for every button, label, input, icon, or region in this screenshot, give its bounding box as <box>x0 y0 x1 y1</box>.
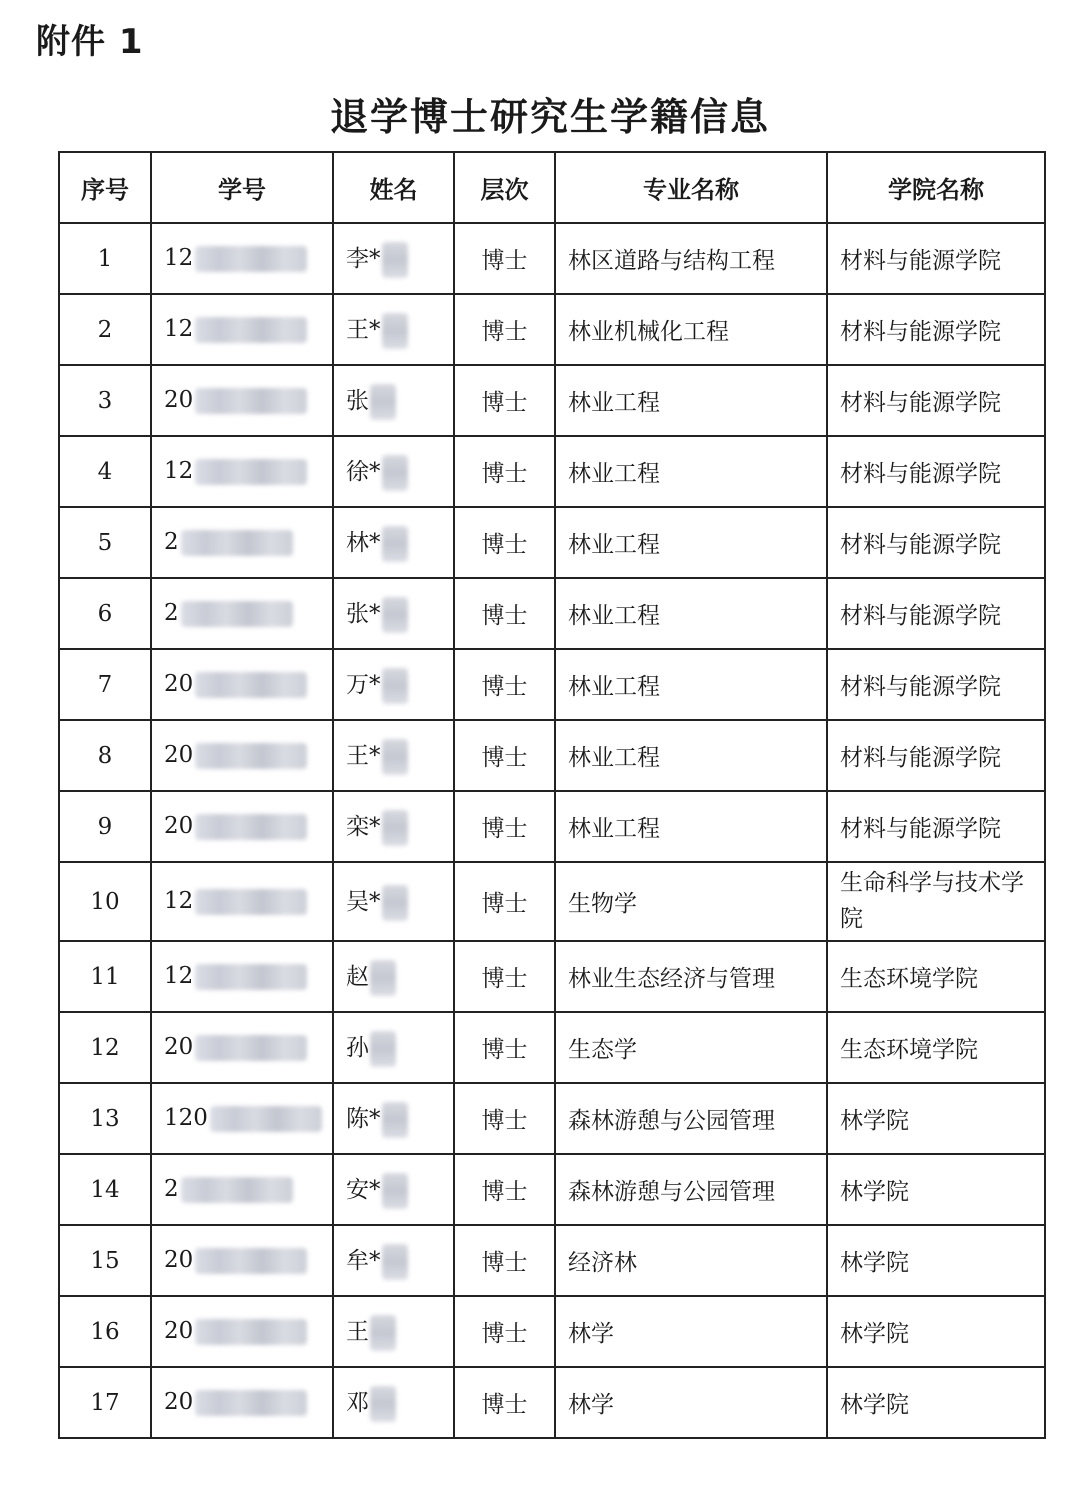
redaction-blur <box>210 1106 322 1132</box>
student-id-prefix: 20 <box>164 1389 194 1415</box>
student-name-cell <box>333 791 454 862</box>
degree-level: 博士 <box>454 1296 555 1367</box>
student-name-cell <box>333 436 454 507</box>
college-name: 材料与能源学院 <box>827 223 1045 294</box>
degree-level: 博士 <box>454 223 555 294</box>
major-name: 林业生态经济与管理 <box>555 941 827 1012</box>
redaction-blur <box>382 313 408 349</box>
major-name: 生态学 <box>555 1012 827 1083</box>
student-id-cell <box>151 1367 333 1438</box>
row-number: 13 <box>59 1083 151 1154</box>
student-roster-table <box>58 151 1046 1439</box>
redaction-blur <box>181 1177 293 1203</box>
degree-level: 博士 <box>454 720 555 791</box>
row-number: 5 <box>59 507 151 578</box>
college-name: 林学院 <box>827 1154 1045 1225</box>
student-name: 安* <box>346 1176 381 1203</box>
student-name: 张* <box>346 600 381 627</box>
student-id-cell <box>151 649 333 720</box>
table-row <box>59 507 1045 578</box>
table-row <box>59 436 1045 507</box>
redaction-blur <box>382 1102 408 1138</box>
college-name: 生命科学与技术学院 <box>827 862 1045 941</box>
redaction-blur <box>195 317 307 343</box>
row-number: 15 <box>59 1225 151 1296</box>
redaction-blur <box>195 388 307 414</box>
student-name: 王 <box>346 1318 369 1345</box>
redaction-blur <box>382 242 408 278</box>
student-name-cell <box>333 649 454 720</box>
college-name: 材料与能源学院 <box>827 791 1045 862</box>
degree-level: 博士 <box>454 862 555 941</box>
student-id-prefix: 20 <box>164 1034 194 1060</box>
student-id-prefix: 12 <box>164 888 194 914</box>
college-name: 材料与能源学院 <box>827 720 1045 791</box>
college-name: 材料与能源学院 <box>827 507 1045 578</box>
document-title: 退学博士研究生学籍信息 <box>329 95 770 139</box>
student-name: 陈* <box>346 1105 381 1132</box>
student-name-cell <box>333 1083 454 1154</box>
table-body <box>59 223 1045 1438</box>
table-row <box>59 1367 1045 1438</box>
student-id-prefix: 2 <box>164 600 179 626</box>
major-name: 林学 <box>555 1296 827 1367</box>
row-number: 11 <box>59 941 151 1012</box>
degree-level: 博士 <box>454 1225 555 1296</box>
student-id-cell <box>151 507 333 578</box>
redaction-blur <box>195 1390 307 1416</box>
student-name: 牟* <box>346 1247 381 1274</box>
degree-level: 博士 <box>454 941 555 1012</box>
row-number: 10 <box>59 862 151 941</box>
student-name: 林* <box>346 529 381 556</box>
student-name: 徐* <box>346 458 381 485</box>
row-number: 4 <box>59 436 151 507</box>
table-row <box>59 294 1045 365</box>
degree-level: 博士 <box>454 436 555 507</box>
student-id-prefix: 2 <box>164 529 179 555</box>
student-name-cell <box>333 578 454 649</box>
row-number: 14 <box>59 1154 151 1225</box>
student-id-prefix: 20 <box>164 813 194 839</box>
student-name: 赵 <box>346 963 369 990</box>
row-number: 16 <box>59 1296 151 1367</box>
redaction-blur <box>382 1173 408 1209</box>
table-row <box>59 1154 1045 1225</box>
redaction-blur <box>382 885 408 921</box>
student-id-prefix: 2 <box>164 1176 179 1202</box>
student-id-prefix: 20 <box>164 671 194 697</box>
header-major: 专业名称 <box>555 152 827 223</box>
major-name: 森林游憩与公园管理 <box>555 1083 827 1154</box>
student-id-cell <box>151 436 333 507</box>
redaction-blur <box>181 530 293 556</box>
student-name: 邓 <box>346 1389 369 1416</box>
degree-level: 博士 <box>454 365 555 436</box>
student-id-cell <box>151 365 333 436</box>
degree-level: 博士 <box>454 1367 555 1438</box>
degree-level: 博士 <box>454 294 555 365</box>
student-name-cell <box>333 1225 454 1296</box>
redaction-blur <box>382 739 408 775</box>
college-name: 生态环境学院 <box>827 941 1045 1012</box>
major-name: 林业工程 <box>555 720 827 791</box>
major-name: 林业工程 <box>555 649 827 720</box>
student-name-cell <box>333 223 454 294</box>
table-row <box>59 941 1045 1012</box>
redaction-blur <box>370 1031 396 1067</box>
student-id-prefix: 12 <box>164 458 194 484</box>
student-id-cell <box>151 941 333 1012</box>
redaction-blur <box>195 814 307 840</box>
redaction-blur <box>370 384 396 420</box>
degree-level: 博士 <box>454 578 555 649</box>
table-row <box>59 1225 1045 1296</box>
student-id-prefix: 12 <box>164 963 194 989</box>
redaction-blur <box>195 1248 307 1274</box>
student-id-cell <box>151 578 333 649</box>
college-name: 林学院 <box>827 1083 1045 1154</box>
major-name: 林区道路与结构工程 <box>555 223 827 294</box>
student-id-cell <box>151 1012 333 1083</box>
redaction-blur <box>195 743 307 769</box>
major-name: 生物学 <box>555 862 827 941</box>
college-name: 生态环境学院 <box>827 1012 1045 1083</box>
student-name: 王* <box>346 316 381 343</box>
header-name: 姓名 <box>333 152 454 223</box>
major-name: 林业工程 <box>555 578 827 649</box>
redaction-blur <box>382 526 408 562</box>
row-number: 9 <box>59 791 151 862</box>
redaction-blur <box>195 459 307 485</box>
row-number: 6 <box>59 578 151 649</box>
table-row <box>59 365 1045 436</box>
redaction-blur <box>195 1035 307 1061</box>
student-name-cell <box>333 365 454 436</box>
redaction-blur <box>195 672 307 698</box>
header-level: 层次 <box>454 152 555 223</box>
major-name: 经济林 <box>555 1225 827 1296</box>
table-row <box>59 578 1045 649</box>
redaction-blur <box>382 1244 408 1280</box>
student-id-cell <box>151 720 333 791</box>
table-row <box>59 223 1045 294</box>
table-row <box>59 1083 1045 1154</box>
redaction-blur <box>382 668 408 704</box>
student-id-prefix: 20 <box>164 742 194 768</box>
row-number: 7 <box>59 649 151 720</box>
header-student-id: 学号 <box>151 152 333 223</box>
student-id-prefix: 20 <box>164 387 194 413</box>
row-number: 1 <box>59 223 151 294</box>
row-number: 8 <box>59 720 151 791</box>
header-no: 序号 <box>59 152 151 223</box>
student-id-cell <box>151 862 333 941</box>
redaction-blur <box>370 1315 396 1351</box>
degree-level: 博士 <box>454 507 555 578</box>
student-id-prefix: 20 <box>164 1247 194 1273</box>
student-name-cell <box>333 1296 454 1367</box>
redaction-blur <box>181 601 293 627</box>
student-id-prefix: 20 <box>164 1318 194 1344</box>
college-name: 材料与能源学院 <box>827 578 1045 649</box>
header-college: 学院名称 <box>827 152 1045 223</box>
student-id-prefix: 12 <box>164 316 194 342</box>
student-name: 王* <box>346 742 381 769</box>
degree-level: 博士 <box>454 1012 555 1083</box>
major-name: 林业工程 <box>555 791 827 862</box>
student-id-prefix: 120 <box>164 1105 208 1131</box>
table-row <box>59 1296 1045 1367</box>
student-id-cell <box>151 1296 333 1367</box>
major-name: 林业工程 <box>555 436 827 507</box>
major-name: 林学 <box>555 1367 827 1438</box>
degree-level: 博士 <box>454 791 555 862</box>
redaction-blur <box>370 960 396 996</box>
degree-level: 博士 <box>454 649 555 720</box>
college-name: 林学院 <box>827 1296 1045 1367</box>
redaction-blur <box>382 597 408 633</box>
student-id-cell <box>151 294 333 365</box>
student-id-prefix: 12 <box>164 245 194 271</box>
table-row <box>59 862 1045 941</box>
student-name-cell <box>333 720 454 791</box>
student-id-cell <box>151 791 333 862</box>
student-name-cell <box>333 1012 454 1083</box>
student-id-cell <box>151 1083 333 1154</box>
student-name-cell <box>333 941 454 1012</box>
college-name: 林学院 <box>827 1367 1045 1438</box>
row-number: 2 <box>59 294 151 365</box>
college-name: 材料与能源学院 <box>827 436 1045 507</box>
student-name: 张 <box>346 387 369 414</box>
student-id-cell <box>151 223 333 294</box>
table-row <box>59 649 1045 720</box>
row-number: 17 <box>59 1367 151 1438</box>
table-row <box>59 720 1045 791</box>
attachment-label: 附件 1 <box>36 22 144 62</box>
student-id-cell <box>151 1225 333 1296</box>
student-name: 吴* <box>346 888 381 915</box>
college-name: 材料与能源学院 <box>827 294 1045 365</box>
student-id-cell <box>151 1154 333 1225</box>
row-number: 12 <box>59 1012 151 1083</box>
college-name: 材料与能源学院 <box>827 649 1045 720</box>
redaction-blur <box>195 964 307 990</box>
major-name: 林业机械化工程 <box>555 294 827 365</box>
college-name: 林学院 <box>827 1225 1045 1296</box>
major-name: 林业工程 <box>555 365 827 436</box>
redaction-blur <box>195 889 307 915</box>
row-number: 3 <box>59 365 151 436</box>
redaction-blur <box>382 455 408 491</box>
degree-level: 博士 <box>454 1083 555 1154</box>
redaction-blur <box>382 810 408 846</box>
table-row <box>59 1012 1045 1083</box>
table-header-row <box>59 152 1045 223</box>
student-name-cell <box>333 507 454 578</box>
student-name-cell <box>333 294 454 365</box>
redaction-blur <box>370 1386 396 1422</box>
student-name-cell <box>333 1154 454 1225</box>
student-name: 李* <box>346 245 381 272</box>
redaction-blur <box>195 246 307 272</box>
college-name: 材料与能源学院 <box>827 365 1045 436</box>
student-name-cell <box>333 862 454 941</box>
redaction-blur <box>195 1319 307 1345</box>
major-name: 林业工程 <box>555 507 827 578</box>
student-name: 万* <box>346 671 381 698</box>
major-name: 森林游憩与公园管理 <box>555 1154 827 1225</box>
degree-level: 博士 <box>454 1154 555 1225</box>
table-row <box>59 791 1045 862</box>
student-name-cell <box>333 1367 454 1438</box>
student-name: 孙 <box>346 1034 369 1061</box>
student-name: 栾* <box>346 813 381 840</box>
